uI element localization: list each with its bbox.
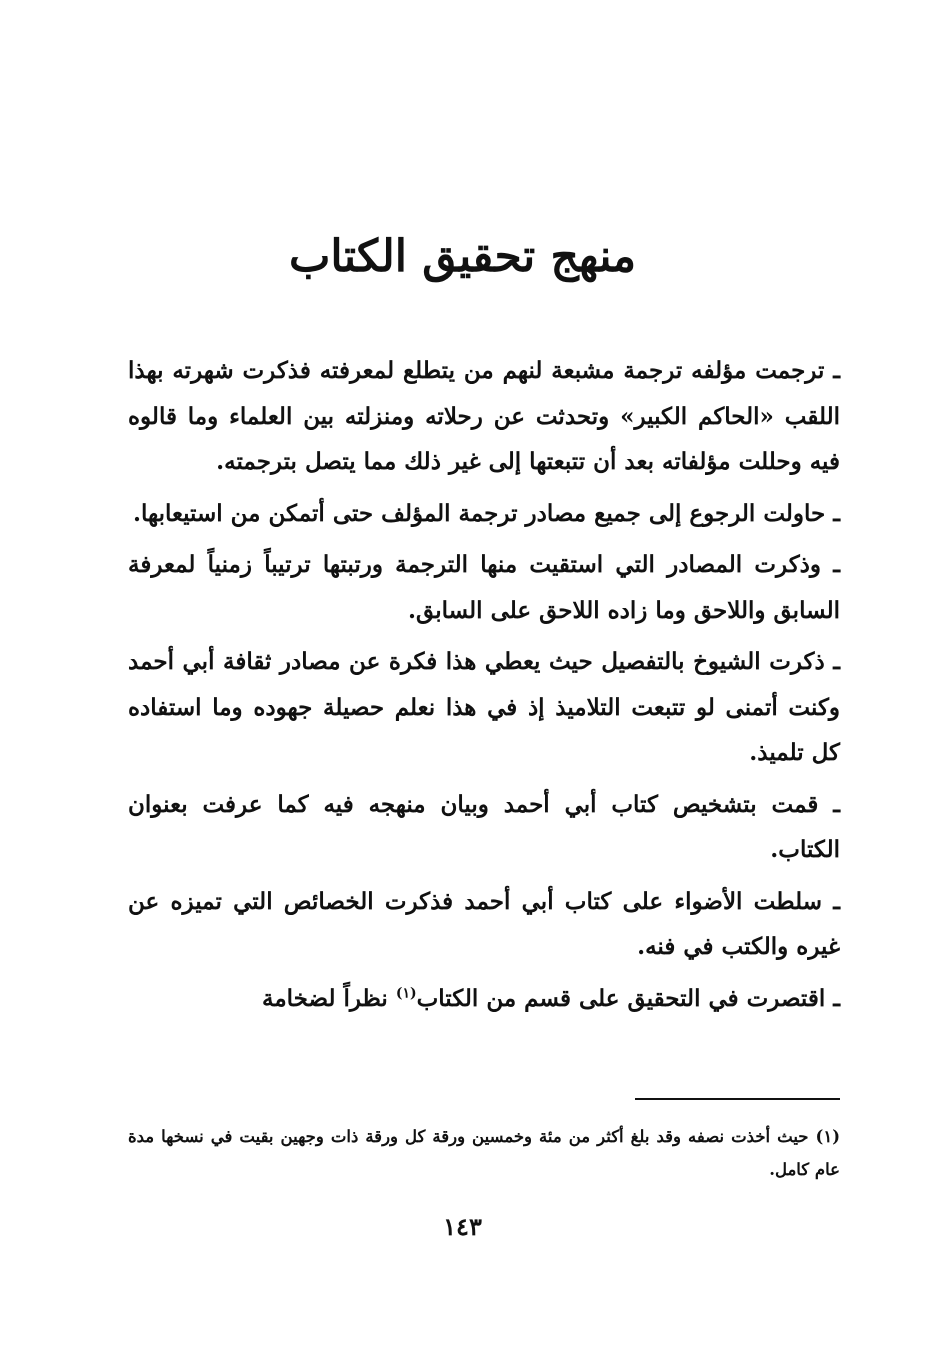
body-text <box>128 348 840 1021</box>
footnote-reference: (١) <box>395 984 417 1001</box>
paragraph-biography: ـ ترجمت مؤلفه ترجمة مشبعة لنهم من يتطلع لمعرفته فذكرت شهرته بهذا اللقب «الحاكم الكبير» وتحدثت عن رحلاته ومنزلته بين العلماء وما قالوه فيه وحللت مؤلفاته بعد أن تتبعتها إلى غير ذلك مما يتصل بترجمته. <box>128 357 840 475</box>
footnote: (١) حيث أخذت نصفه وقد بلغ أكثر من مئة وخمسين ورقة كل ورقة ذات وجهين بقيت في نسخها مدة عام كامل. <box>128 1127 840 1179</box>
paragraph-partial-edition-continuation: نظراً لضخامة <box>262 984 396 1012</box>
page-title: منهج تحقيق الكتاب <box>288 231 637 282</box>
paragraph-partial-edition-text: ـ اقتصرت في التحقيق على قسم من الكتاب <box>416 984 840 1012</box>
page-number: ١٤٣ <box>443 1212 482 1241</box>
paragraph-book-features: ـ سلطت الأضواء على كتاب أبي أحمد فذكرت الخصائص التي تميزه عن غيره والكتب في فنه. <box>128 887 840 960</box>
paragraph-partial-edition <box>128 976 840 1022</box>
footnote-divider <box>635 1098 840 1100</box>
paragraph-book-identification: ـ قمت بتشخيص كتاب أبي أحمد وبيان منهجه فيه كما عرفت بعنوان الكتاب. <box>128 790 840 863</box>
paragraph-teachers: ـ ذكرت الشيوخ بالتفصيل حيث يعطي هذا فكرة عن مصادر ثقافة أبي أحمد وكنت أتمنى لو تتبعت التلاميذ إذ في هذا نعلم حصيلة جهوده وما استفاده كل تلميذ. <box>128 648 840 766</box>
paragraph-sources-review: ـ حاولت الرجوع إلى جميع مصادر ترجمة المؤلف حتى أتمكن من استيعابها. <box>133 499 840 527</box>
paragraph-sources-order: ـ وذكرت المصادر التي استقيت منها الترجمة ورتبتها ترتيباً زمنياً لمعرفة السابق واللاحق وما زاده اللاحق على السابق. <box>128 551 840 624</box>
